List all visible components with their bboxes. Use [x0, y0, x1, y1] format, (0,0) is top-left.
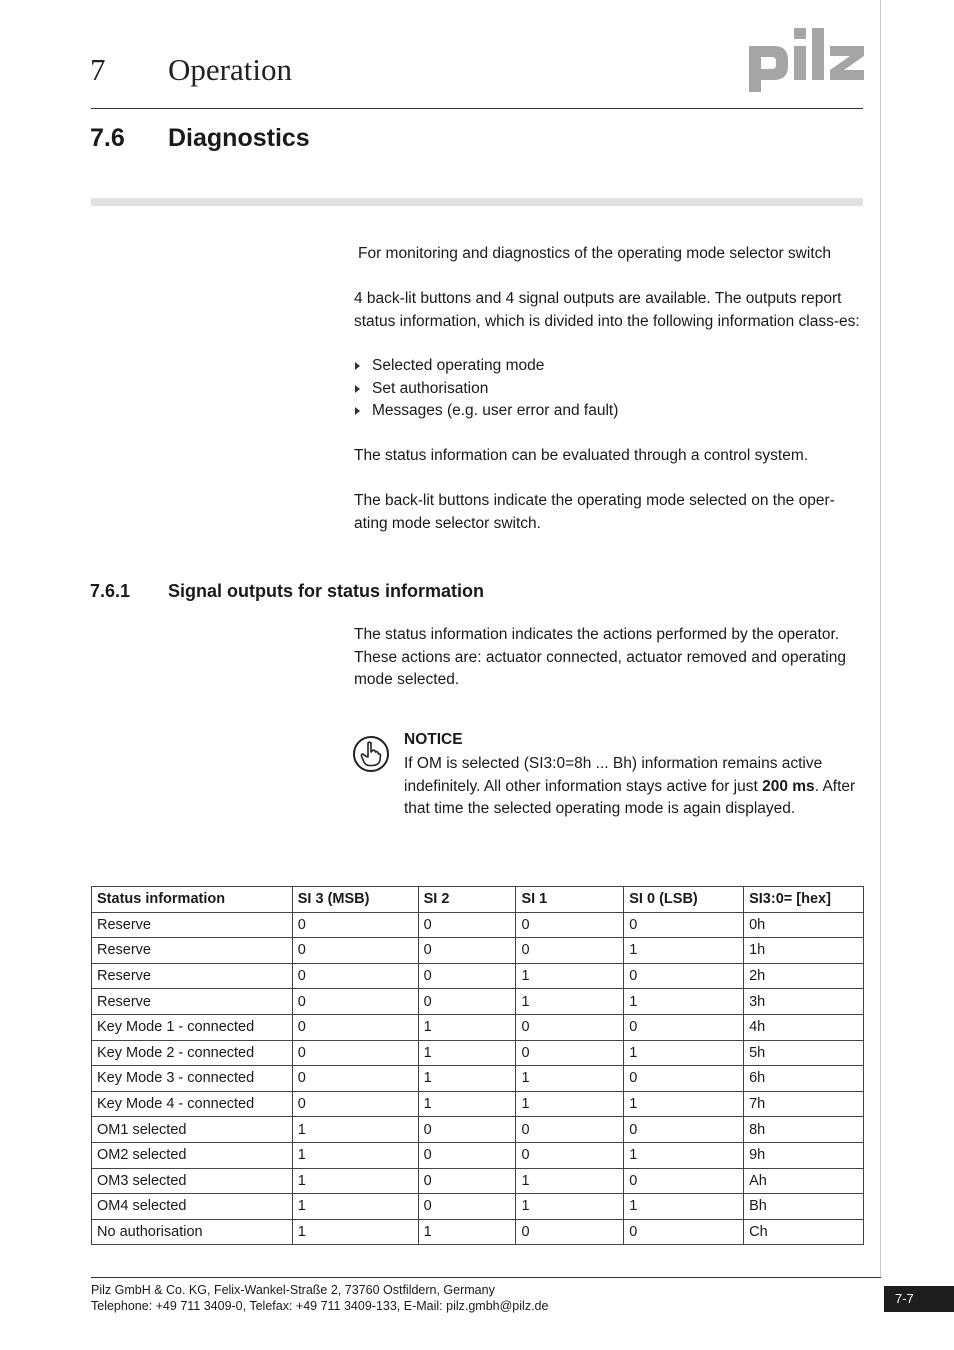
table-cell: 0: [418, 989, 516, 1015]
table-cell: 0: [292, 1066, 418, 1092]
table-cell: 1: [418, 1066, 516, 1092]
table-cell: 0: [418, 1168, 516, 1194]
table-cell: 0: [418, 938, 516, 964]
column-header: Status information: [92, 887, 293, 913]
table-row: [92, 938, 864, 964]
list-item: Set authorisation: [354, 378, 618, 401]
table-cell: 1: [624, 1194, 744, 1220]
table-cell: 0: [624, 1168, 744, 1194]
footer-contact: Telephone: +49 711 3409-0, Telefax: +49 711 3409-133, E-Mail: pilz.gmbh@pilz.de: [91, 1299, 549, 1313]
table-cell: 7h: [744, 1091, 864, 1117]
section-number: 7.6: [90, 124, 125, 152]
table-cell: 6h: [744, 1066, 864, 1092]
table-cell: 1: [418, 1040, 516, 1066]
table-cell: 0: [516, 912, 624, 938]
table-cell: 1: [516, 1066, 624, 1092]
table-cell: Reserve: [92, 963, 293, 989]
table-cell: 1h: [744, 938, 864, 964]
table-row: [92, 912, 864, 938]
right-margin-rule: [880, 0, 881, 1278]
table-cell: 8h: [744, 1117, 864, 1143]
table-row: [92, 1219, 864, 1245]
table-cell: 1: [292, 1168, 418, 1194]
table-cell: 1: [516, 1194, 624, 1220]
notice-text: If OM is selected (SI3:0=8h ... Bh) information remains active indefinitely. All other information stays active for just 200 ms. After that time the selected operating mode is again displayed.: [404, 755, 856, 817]
intro-paragraph-3: The status information can be evaluated through a control system.: [354, 447, 809, 464]
table-header-row: [92, 887, 864, 913]
list-item: Selected operating mode: [354, 355, 618, 378]
table-cell: 4h: [744, 1014, 864, 1040]
table-cell: Bh: [744, 1194, 864, 1220]
table-cell: 0: [292, 912, 418, 938]
notice-heading: NOTICE: [404, 731, 463, 748]
table-cell: Reserve: [92, 938, 293, 964]
table-cell: 1: [516, 989, 624, 1015]
table-cell: 0: [292, 1040, 418, 1066]
table-cell: 1: [292, 1219, 418, 1245]
table-cell: 0: [418, 1117, 516, 1143]
table-cell: 0: [624, 963, 744, 989]
table-cell: 1: [418, 1219, 516, 1245]
table-cell: 1: [624, 1142, 744, 1168]
table-row: [92, 1142, 864, 1168]
bullet-triangle-icon: [355, 385, 360, 393]
table-cell: 0: [624, 1219, 744, 1245]
table-cell: 1: [624, 989, 744, 1015]
table-cell: Key Mode 1 - connected: [92, 1014, 293, 1040]
table-cell: Ah: [744, 1168, 864, 1194]
table-cell: 1: [624, 1040, 744, 1066]
table-cell: 0h: [744, 912, 864, 938]
table-cell: 0: [418, 1194, 516, 1220]
table-row: [92, 1091, 864, 1117]
table-cell: 1: [624, 1091, 744, 1117]
table-cell: 0: [418, 963, 516, 989]
footer-rule: [91, 1277, 881, 1278]
table-row: [92, 963, 864, 989]
section-divider-bar: [91, 198, 863, 206]
table-cell: 5h: [744, 1040, 864, 1066]
table-cell: 0: [418, 912, 516, 938]
table-cell: Ch: [744, 1219, 864, 1245]
table-cell: 0: [292, 1014, 418, 1040]
table-cell: 0: [624, 1014, 744, 1040]
column-header: SI 1: [516, 887, 624, 913]
section-title: Diagnostics: [168, 124, 310, 152]
header-rule: [91, 108, 863, 109]
table-cell: OM1 selected: [92, 1117, 293, 1143]
table-cell: 1: [292, 1117, 418, 1143]
intro-paragraph-2: 4 back-lit buttons and 4 signal outputs are available. The outputs report status information, which is divided into the following information class-es:: [354, 290, 860, 330]
table-row: [92, 1014, 864, 1040]
table-cell: 1: [292, 1194, 418, 1220]
chapter-title: Operation: [168, 52, 292, 87]
table-cell: 0: [624, 1117, 744, 1143]
column-header: SI 2: [418, 887, 516, 913]
table-cell: 0: [516, 1040, 624, 1066]
intro-paragraph-4: The back-lit buttons indicate the operating mode selected on the oper-ating mode selector switch.: [354, 492, 835, 532]
table-cell: 1: [516, 1168, 624, 1194]
column-header: SI 3 (MSB): [292, 887, 418, 913]
table-row: [92, 989, 864, 1015]
info-class-list: [354, 355, 618, 423]
table-cell: Key Mode 3 - connected: [92, 1066, 293, 1092]
pilz-logo: [746, 22, 866, 98]
table-cell: Key Mode 2 - connected: [92, 1040, 293, 1066]
table-cell: 1: [516, 1091, 624, 1117]
column-header: SI3:0= [hex]: [744, 887, 864, 913]
table-cell: 0: [292, 989, 418, 1015]
table-cell: 9h: [744, 1142, 864, 1168]
status-information-table: [91, 886, 864, 1245]
table-row: [92, 1117, 864, 1143]
pointing-hand-notice-icon: [352, 735, 390, 773]
table-cell: 2h: [744, 963, 864, 989]
table-cell: 0: [624, 1066, 744, 1092]
table-cell: 0: [418, 1142, 516, 1168]
table-row: [92, 1066, 864, 1092]
table-row: [92, 1194, 864, 1220]
table-cell: 3h: [744, 989, 864, 1015]
page-number: 7-7: [884, 1286, 954, 1312]
table-body: [92, 912, 864, 1245]
subsection-paragraph: The status information indicates the actions performed by the operator. These actions are: actuator connected, actuator removed and operating mode selected.: [354, 626, 846, 688]
table-cell: 0: [516, 1219, 624, 1245]
subsection-number: 7.6.1: [90, 581, 131, 601]
table-cell: 0: [292, 1091, 418, 1117]
bullet-triangle-icon: [355, 407, 360, 415]
table-cell: 1: [418, 1014, 516, 1040]
table-cell: OM3 selected: [92, 1168, 293, 1194]
table-cell: 1: [418, 1091, 516, 1117]
intro-paragraph-1: For monitoring and diagnostics of the operating mode selector switch: [358, 245, 831, 262]
table-row: [92, 1040, 864, 1066]
table-cell: 0: [516, 1142, 624, 1168]
table-cell: 0: [624, 912, 744, 938]
table-cell: 1: [624, 938, 744, 964]
table-cell: 0: [292, 963, 418, 989]
footer-address: Pilz GmbH & Co. KG, Felix-Wankel-Straße 2, 73760 Ostfildern, Germany: [91, 1283, 495, 1297]
table-cell: 1: [292, 1142, 418, 1168]
table-cell: 1: [516, 963, 624, 989]
table-cell: Reserve: [92, 912, 293, 938]
table-cell: 0: [516, 938, 624, 964]
table-cell: 0: [516, 1014, 624, 1040]
bullet-triangle-icon: [355, 362, 360, 370]
table-cell: Reserve: [92, 989, 293, 1015]
table-row: [92, 1168, 864, 1194]
table-cell: 0: [292, 938, 418, 964]
table-cell: 0: [516, 1117, 624, 1143]
table-cell: Key Mode 4 - connected: [92, 1091, 293, 1117]
chapter-number: 7: [90, 52, 106, 87]
column-header: SI 0 (LSB): [624, 887, 744, 913]
table-cell: OM2 selected: [92, 1142, 293, 1168]
table-cell: No authorisation: [92, 1219, 293, 1245]
list-item: Messages (e.g. user error and fault): [354, 400, 618, 423]
subsection-title: Signal outputs for status information: [168, 581, 484, 601]
table-cell: OM4 selected: [92, 1194, 293, 1220]
